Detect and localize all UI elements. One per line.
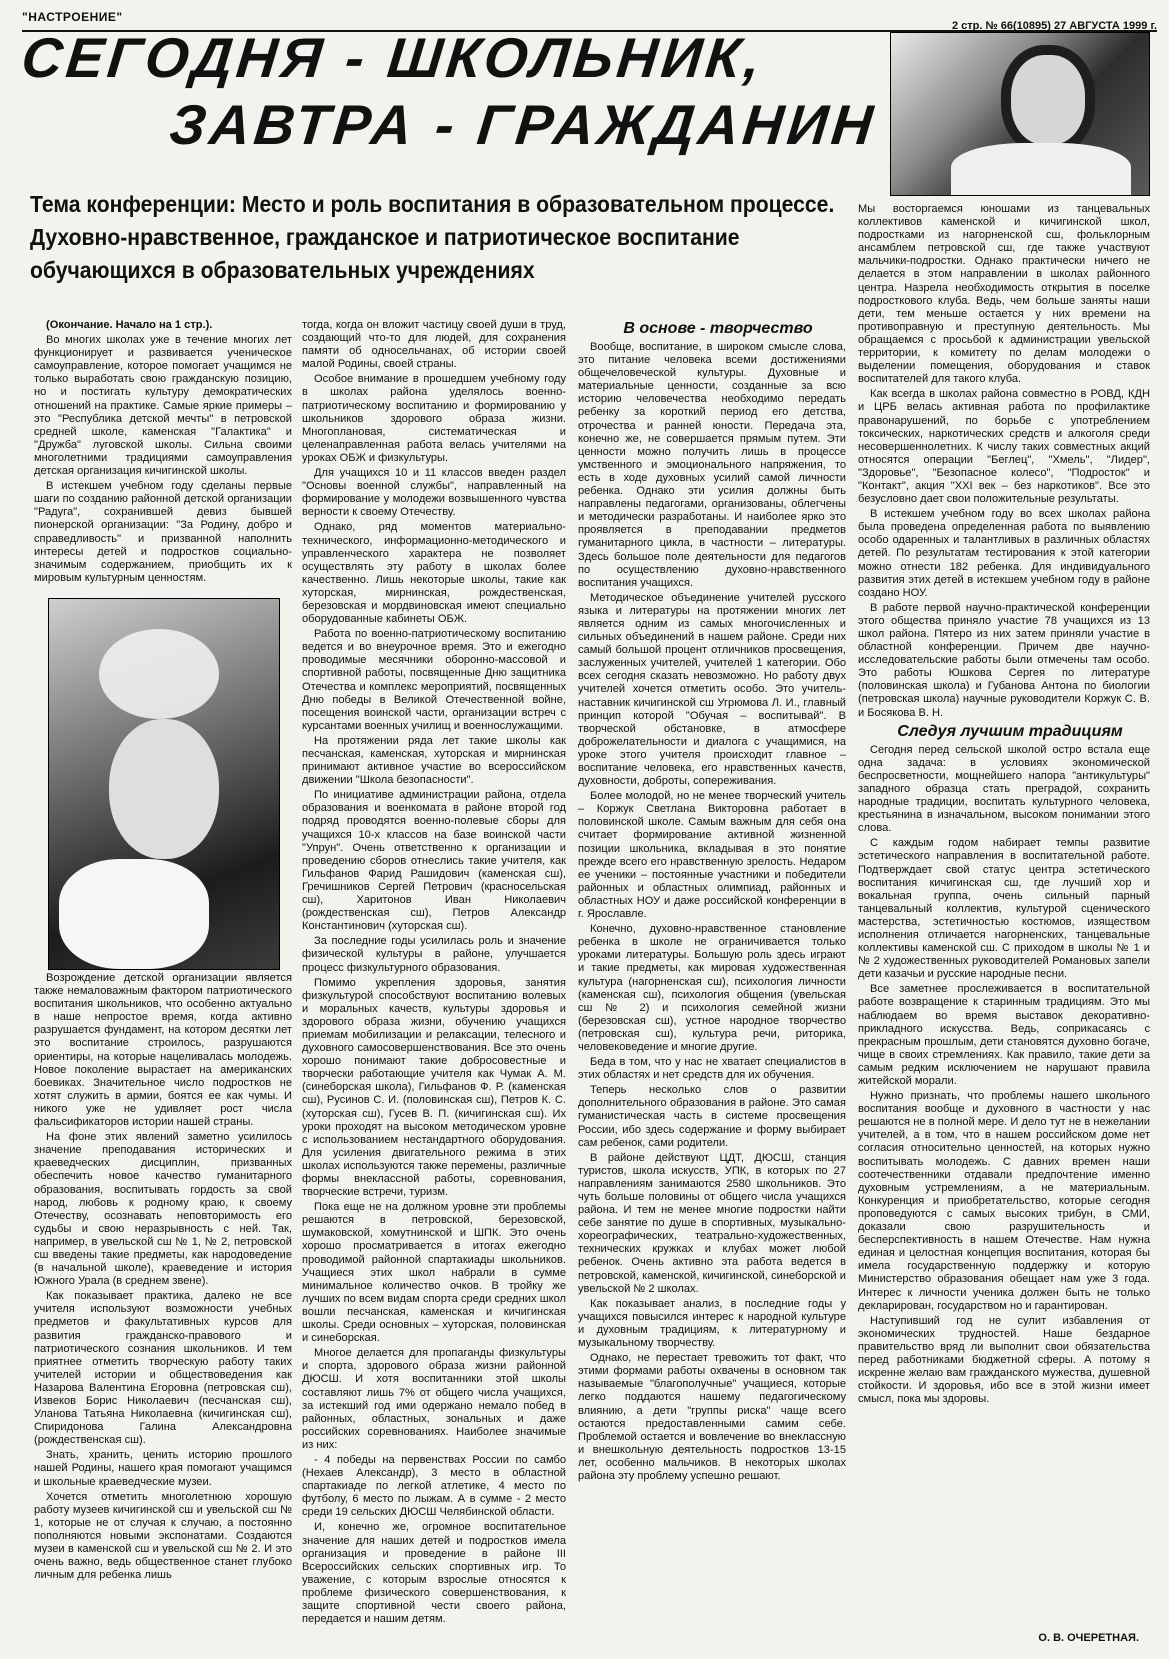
column-1-top <box>34 319 292 594</box>
paragraph: Во многих школах уже в течение многих лет функционирует и развивается ученическое самоуправление, которое помогает учащимся не только выработать свою гражданскую позицию, но и постигать культуру демократических отношений на практике. Самые яркие примеры – это "Республика детской мечты" в петровской средней школе, каменская "Галактика" и "Дружба" луговской школы. Сильна своими многолетними традициями самоуправления детская организация кичигинской школы. <box>34 334 292 478</box>
headline-line-2: ЗАВТРА - ГРАЖДАНИН <box>166 93 880 156</box>
paragraph: Хочется отметить многолетнюю хорошую работу музеев кичигинской сш и увельской сш № 1, которые не от случая к случаю, а постоянно пополняются новыми экспонатами. Создаются музеи в каменской сш и увельской сш № 2. И это очень важно, ведь общественное станет глубоко личным для ребенка лишь <box>34 1490 292 1582</box>
column-1-bottom <box>34 972 292 1642</box>
paragraph: Для учащихся 10 и 11 классов введен раздел "Основы военной службы", направленный на формирование у молодежи возвышенного чувства верности к своему Отечеству. <box>302 467 566 519</box>
newspaper-name: "НАСТРОЕНИЕ" <box>22 10 123 24</box>
paragraph: Однако, не перестает тревожить тот факт, что этими формами работы охвачены в основном так называемые "благополучные" учащиеся, которые легко поддаются нашему педагогическому влиянию, а дети "группы риска" чаще всего остаются предоставленными самим себе. Проблемой остается и вовлечение во внеклассную и внешкольную деятельность подростков 13-15 лет, особенно мальчиков. В некоторых школах района эту проблему успешно решают. <box>578 1352 846 1482</box>
section-heading-traditions: Следуя лучшим традициям <box>897 722 1123 740</box>
hair-bow-shape <box>99 629 219 719</box>
paragraph: Помимо укрепления здоровья, занятия физкультурой способствуют воспитанию волевых и моральных качеств, культуры здоровья и здорового образа жизни, обучению учащихся приемам мобилизации и релаксации, телесного и духовного самосовершенствования. Все это очень хорошо понимают такие добросовестные и творчески работающие учителя как Чумак А. М. (синеборская школа), Гильфанов Ф. Р. (каменская сш), Русинов С. И. (половинская сш), Петров К. С. (хуторская сш), Гусев В. П. (кичигинская сш). Их уроки проходят на высоком методическом уровне с использованием нестандартного оборудования. Для усиления двигательного режима в этих школах используются также перемены, различные формы внеклассной работы, соревнования, творческие встречи, туризм. <box>302 976 566 1199</box>
paragraph: За последние годы усилилась роль и значение физической культуры в районе, улучшается процесс физкультурного образования. <box>302 935 566 974</box>
paragraph: Более молодой, но не менее творческий учитель – Коржук Светлана Викторовна работает в половинской школе. Самым важным для себя она считает формирование активной жизненной позиции школьника, вкладывая в это понятие прежде всего его нравственную зрелость. Недаром ее ученики – постоянные участники и победители районных и областных олимпиад, районных и областных НОУ и даже российской конференции в г. Ярославле. <box>578 790 846 921</box>
paragraph: Как показывает практика, далеко не все учителя используют возможности учебных предметов и факультативных курсов для развития гражданско-правового и патриотического сознания школьников. И тем приятнее отметить творческую работу таких учителей истории и обществоведения как Назарова Валентина Егоровна (петровская сш), Извеков Борис Николаевич (песчанская сш), Уланова Татьяна Николаевна (кичигинская сш), Спиридонова Галина Александровна (рождественская сш). <box>34 1290 292 1447</box>
paragraph: Наступивший год не сулит избавления от экономических трудностей. Наше бездарное правительство вряд ли выполнит свои обязательства перед работниками бюджетной сферы. А потому я искренне желаю вам гражданского мужества, душевной стойкости. И здоровья, ибо все в этой жизни имеет смысл, пока мы здоровы. <box>858 1314 1150 1406</box>
paragraph: Методическое объединение учителей русского языка и литературы на протяжении многих лет является одним из самых многочисленных и сильных объединений в нашем районе. Среди них самый большой процент отличников просвещения, заслуженных учителей, учителей 1 категории. Обо всех сегодня сказать невозможно. Но работу двух учителей хочется отметить особо. Это учитель-наставник кичигинской сш Угрюмова Л. И., главный принцип которой "Обучая – воспитывай". В творческой обстановке, в атмосфере доброжелательности и диалога с учащимися, на уроке этого учителя происходит главное – воспитание человека, его нравственных качеств, духовности, доброты, сопереживания. <box>578 591 846 788</box>
paragraph: Сегодня перед сельской школой остро встала еще одна задача: в условиях экономической беспросветности, мощнейшего напора "антикультуры" западного образца стать преградой, сохранить народные традиции, воспитать культурного человека, крестьянина в изначальном, высоком понимании этого слова. <box>858 743 1150 835</box>
paragraph: В истекшем учебном году сделаны первые шаги по созданию районной детской организации "Радуга", сохранившей девиз бывшей пионерской организации: "За Родину, добро и справедливость" и призванной наполнить интересы детей и подростков социально-значимым содержанием, приобщить их к мировым культурным ценностям. <box>34 480 292 584</box>
paragraph: Возрождение детской организации является также немаловажным фактором патриотического воспитания школьников, что особенно актуально в наше непростое время, когда активно разрушается фундамент, на котором десятки лет это воспитание строилось, разрушаются ориентиры, на которые нацеливалась молодежь. Новое поколение вырастает на американских боевиках. Значительное число подростков не хотят служить в армии, боятся ее как чумы. И никого уже не удивляет рост числа фальсификаторов истории нашей страны. <box>34 972 292 1129</box>
author-signature: О. В. ОЧЕРЕТНАЯ. <box>1038 1632 1139 1644</box>
paragraph: Однако, ряд моментов материально-технического, информационно-методического и управленческого характера не позволяет осуществлять эту работу в школах более качественно. Лишь некоторые школы, такие как хуторская, мирнинская, рождественская, березовская и мордвиновская имеют специально оборудованные кабинеты ОБЖ. <box>302 521 566 626</box>
paragraph: Беда в том, что у нас не хватает специалистов в этих областях и нет средств для их обучения. <box>578 1056 846 1082</box>
paragraph: По инициативе администрации района, отдела образования и военкомата в районе второй год подряд проводятся военно-полевые сборы для учащихся 10-х классов на базе воинской части "Упрун". Очень ответственно к организации и проведению сборов отнеслись такие учителя, как Гильфанов Фарид Рашидович (каменская сш), Гречишников Сергей Петрович (красносельская сш), Харитонов Иван Николаевич (рождественская сш), Петров Александр Константинович (хуторская сш). <box>302 789 566 933</box>
column-4 <box>858 203 1150 1643</box>
paragraph: Как всегда в школах района совместно в РОВД, КДН и ЦРБ велась активная работа по профилактике правонарушений, по борьбе с употреблением токсических, наркотических средств и алкоголя среди несовершеннолетних. К числу таких совместных акций относятся операции "Беглец", "Хмель", "Лидер", "Здоровье", "Безопасное колесо", "Подросток" и "Контакт", акция "XXI век – без наркотиков". Все это безусловно дает свои положительные результаты. <box>858 388 1150 506</box>
paragraph: В истекшем учебном году во всех школах района была проведена определенная работа по выявлению особо одаренных и талантливых в различных областях детей. По результатам тестирования к этой категории можно отнести 182 ребенка. Для индивидуального развития этих детей в истекшем учебном году в районе создано НОУ. <box>858 508 1150 599</box>
paragraph: - 4 победы на первенствах России по самбо (Нехаев Александр), 3 место в областной спартакиаде по легкой атлетике, 4 место по футболу, 6 место по лыжам. А в сумме - 2 место среди 19 сельских ДЮСШ Челябинской области. <box>302 1453 566 1519</box>
boy-shirt-shape <box>951 143 1131 196</box>
continuation-note: (Окончание. Начало на 1 стр.). <box>46 319 213 331</box>
paragraph: Вообще, воспитание, в широком смысле слова, это питание человека всеми достижениями общечеловеческой культуры. Духовные и материальные ценности, созданные за всю историю человечества необходимо передать ребенку за короткий период его детства, отрочества и ранней юности. Передача эта, конечно же, не совершается прямым путем. Эти ценности можно получить лишь в процессе умственного и эмоционального напряжения, то есть в ходе духовных усилий самой личности ребенка. Однако эти усилия должны быть направлены педагогами, организованы, облегчены и методически разработаны. И наиболее ярко это проявляется в преподавании предметов гуманитарного цикла, в частности – литературы. Здесь большое поле деятельности для педагогов по осуществлению духовно-нравственного воспитания учащихся. <box>578 341 846 589</box>
paragraph: Конечно, духовно-нравственное становление ребенка в школе не ограничивается только уроками литературы. Большую роль здесь играют и такие предметы, как мировая художественная культура (нагорненская сш), психология личности (каменская сш), психология общения (увельская сш № 2) и психология семейной жизни (березовская сш), устное народное творчество (петровская сш), культура речи, риторика, человековедение и многие другие. <box>578 923 846 1053</box>
girl-face-shape <box>109 719 219 859</box>
paragraph: Особое внимание в прошедшем учебному году в школах района уделялось военно-патриотическому воспитанию и формированию у школьников здорового образа жизни. Многоплановая, систематическая и целенаправленная работа велась учителями на уроках ОБЖ и физкультуры. <box>302 373 566 464</box>
paragraph: Мы восторгаемся юношами из танцевальных коллективов каменской и кичигинской школ, подростками из нагорненской сш, фольклорным ансамблем петровской сш, где также участвуют мальчики-подростки. Однако практически ничего не делается в этом направлении в школах районного центра. Назрела необходимость открытия в поселке подросткового клуба. Ведь, чем больше заняты наши дети, тем меньше остается у них времени на противоправную и преступную деятельность. Мы обращаемся с просьбой к администрации увельской территории, к комитету по делам молодежи о выделении помещения, оборудования и ставок воспитателей для такого клуба. <box>858 203 1150 386</box>
paragraph: В районе действуют ЦДТ, ДЮСШ, станция туристов, школа искусств, УПК, в которых по 27 направлениям занимаются 2580 школьников. Это чуть больше половины от общего числа учащихся района. И тем не менее многие подростки найти себе занятие по душе в спортивных, музыкально-хореографических, театрально-художественных, технических кружках и клубах может любой ребенок. Очень активно эта работа ведется в петровской, каменской, кичигинской, синеборской и увельской № 2 школах. <box>578 1151 846 1295</box>
schoolboy-photo <box>890 32 1150 196</box>
paragraph: На протяжении ряда лет такие школы как песчанская, каменская, хуторская и мирнинская принимают активное участие во всероссийском движении "Школа безопасности". <box>302 734 566 787</box>
paragraph: Работа по военно-патриотическому воспитанию ведется и во внеурочное время. Это и ежегодно проводимые месячники оборонно-массовой и спортивной работы, посвященные Дню защитника Отечества и комплекс мероприятий, посвященных Дню победы в Великой Отечественной войне, посещения воинской части, организации встреч с курсантами военных училищ и военнослужащими. <box>302 628 566 732</box>
paragraph: На фоне этих явлений заметно усилилось значение преподавания исторических и краеведческих дисциплин, призванных обеспечить новое качество гуманитарного образования, воспитывать гордость за свой народ, любовь к родному краю, к своему Отечеству, осознавать неповторимость его судьбы и свою неразрывность с ней. Так, например, в увельской сш № 1, № 2, петровской сш введены такие предметы, как народоведение (в начальной школе), краеведение и история Южного Урала (в среднем звене). <box>34 1131 292 1288</box>
toy-shape <box>59 859 209 969</box>
paragraph: Нужно признать, что проблемы нашего школьного воспитания вообще и духовного в частности у нас решаются не в полной мере. И дело тут не в нежелании учителей, а в том, что в нашем российском доме нет согласия относительно ценностей, на которых нужно воспитывать молодежь. С давних времен наши соотечественники отдавали предпочтение именно духовным устремлениям, а не материальным. Конкуренция и приобретательство, которые сегодня проповедуются с самых высоких трибун, в СМИ, доказали свою разрушительность и бесперспективность в нашем Отечестве. Нам нужна единая и целостная концепция воспитания, которая бы имела государственную поддержку и которую Министерство образования обещает нам уже 3 года. Интерес к личности ученика должен быть не только декларирован, государством но и гарантирован. <box>858 1090 1150 1312</box>
paragraph: Многое делается для пропаганды физкультуры и спорта, здорового образа жизни районной ДЮСШ. И хотя воспитанники этой школы составляют лишь 7% от общего числа учащихся, за истекший год ими одержано немало побед в районных, областных, зональных и даже российских соревнованиях. Наиболее значимые из них: <box>302 1347 566 1451</box>
section-heading-creativity: В основе - творчество <box>623 320 813 337</box>
paragraph: Как показывает анализ, в последние годы у учащихся повысился интерес к народной культуре и духовным традициям, к литературному и музыкальному творчеству. <box>578 1297 846 1350</box>
paragraph: И, конечно же, огромное воспитательное значение для наших детей и подростков имела организация и проведение в районе III Всероссийских сельских спортивных игр. То уважение, с которым взрослые относятся к проблеме физического совершенствования, к защите спортивной чести своего района, передается и нашим детям. <box>302 1521 566 1626</box>
girl-with-bow-photo <box>48 598 280 970</box>
issue-info: 2 стр. № 66(10895) 27 АВГУСТА 1999 г. <box>951 20 1157 32</box>
paragraph: Теперь несколько слов о развитии дополнительного образования в районе. Это самая гуманистическая часть в системе просвещения России, ибо здесь содержание и форму выбирает сам ребенок, сами родители. <box>578 1084 846 1149</box>
column-2 <box>302 319 566 1649</box>
paragraph: В работе первой научно-практической конференции этого общества приняло участие 78 учащихся из 13 школ района. Пятеро из них затем приняли участие в областной конференции. Причем две научно-исследовательские работы были отмечены там особо. Это работы Юшкова Сергея по литературе (половинская школа) и Губанова Антона по биологии (петровская школа) научные руководители Коржук С. В. и Босякова В. Н. <box>858 601 1150 719</box>
headline-line-1: СЕГОДНЯ - ШКОЛЬНИК, <box>18 26 768 89</box>
paragraph: тогда, когда он вложит частицу своей души в труд, создающий что-то для людей, для сохранения памяти об односельчанах, об истории своей малой Родины, своей страны. <box>302 319 566 371</box>
paragraph: Все заметнее прослеживается в воспитательной работе возвращение к старинным традициям. Это мы наблюдаем во время выставок декоративно-прикладного искусства. Ведь, соприкасаясь с прекрасным прошлым, дети становятся духовно богаче, чище в своих стремлениях. Как правило, такие дети за самым редким исключением не нарушают правила житейской морали. <box>858 983 1150 1087</box>
boy-face-shape <box>1011 55 1085 145</box>
paragraph: Знать, хранить, ценить историю прошлого нашей Родины, нашего края помогают учащимся и школьные краеведческие музеи. <box>34 1449 292 1488</box>
paragraph: Пока еще не на должном уровне эти проблемы решаются в петровской, березовской, шумаковской, хомутнинской и ШПК. Это очень хорошо просматривается в итогах ежегодно проводимой районной спартакиады школьников. Учащиеся этих школ набрали в сумме минимальное количество очков. В тройку же лучших по всем видам спорта среди средних школ вошли песчанская, каменская и кичигинская школы. Среди основных – хуторская, половинская и синеборская. <box>302 1201 566 1345</box>
paragraph: С каждым годом набирает темпы развитие эстетического направления в воспитательной работе. Подтверждает свой статус центра эстетического воспитания кичигинская сш, где лучший хор и вокальная группа, очень сильный парный танцевальный коллектив, культурой сценического мастерства, эстетичностью костюмов, изяществом исполнения отличается нагорненских, танцевальные коллективы каменской сш. С приходом в школы № 1 и № 2 художественных руководителей Романовых запели дети казачьи и русские народные песни. <box>858 837 1150 981</box>
conference-subtitle: Тема конференции: Место и роль воспитания в образовательном процессе. Духовно-нравственное, гражданское и патриотическое воспитание обучающихся в образовательных учреждениях <box>30 191 835 283</box>
column-3 <box>578 319 846 1649</box>
